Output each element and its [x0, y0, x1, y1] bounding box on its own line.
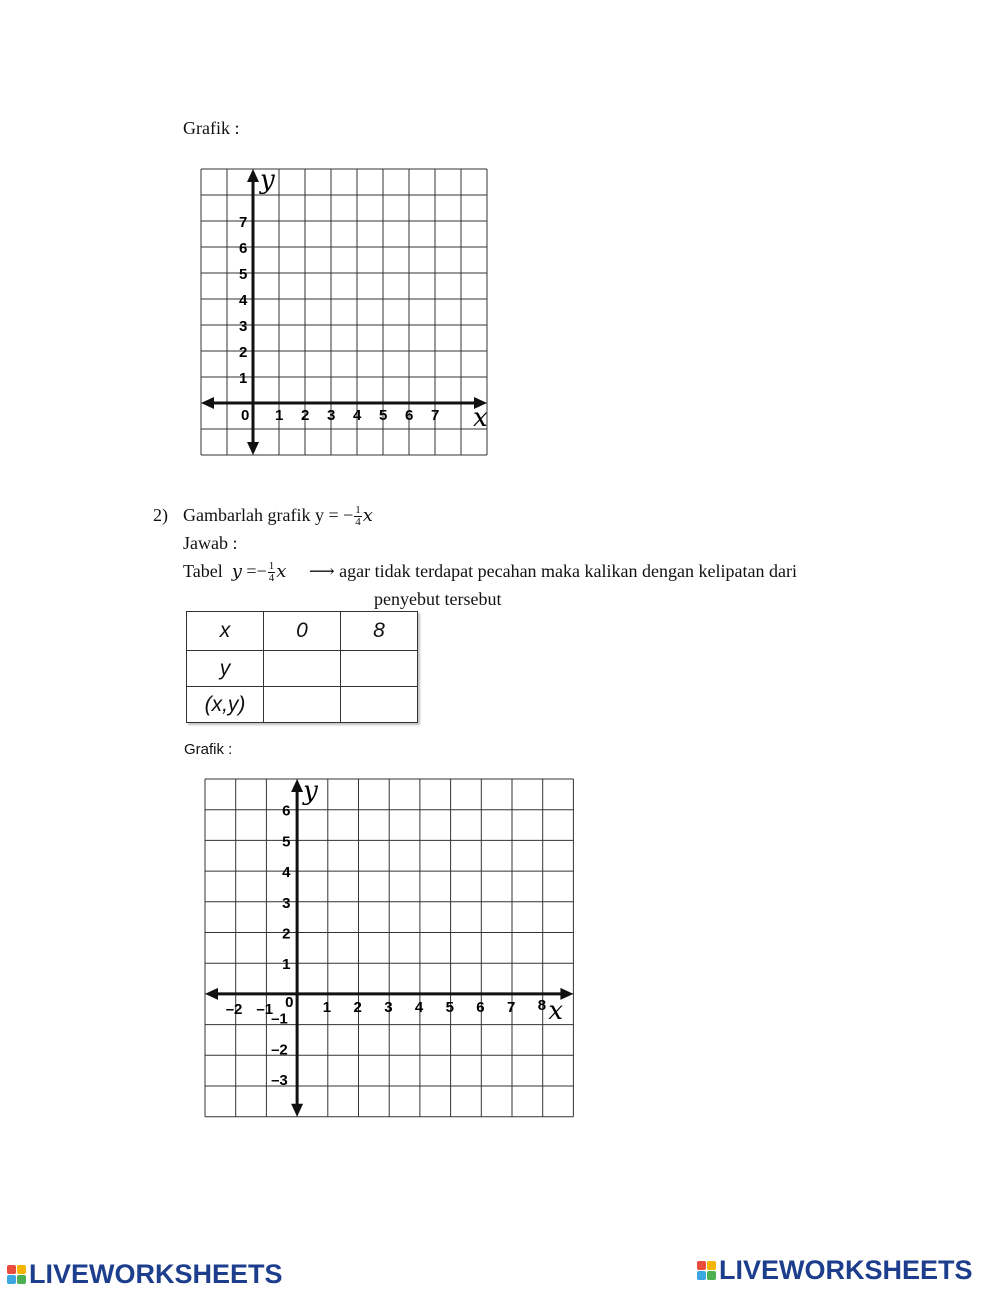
y-tick-label: 5: [239, 266, 248, 283]
x-tick-label: 5: [379, 407, 388, 424]
x-axis-arrow-left-icon: [205, 988, 218, 1000]
y-axis-label: y: [303, 776, 318, 806]
answer-table: [186, 611, 418, 723]
x-axis-label: x: [548, 995, 564, 1026]
tabel-sign: −: [256, 561, 267, 581]
table-cell-x-2: 8: [341, 612, 418, 651]
y-axis-arrow-down-icon: [247, 442, 259, 455]
tabel-fraction-numerator: 1: [268, 560, 275, 573]
y-tick-label: 5: [282, 833, 291, 851]
y-tick-label: 3: [239, 318, 248, 335]
y-tick-label: 1: [239, 370, 248, 387]
y-tick-label: 6: [239, 240, 248, 257]
y-tick-label: –3: [271, 1072, 288, 1089]
x-tick-label: 7: [507, 998, 516, 1016]
table-row: [187, 612, 418, 651]
x-tick-label: 2: [353, 998, 362, 1016]
table-header-y: y: [187, 651, 264, 687]
tabel-variable: x: [276, 561, 287, 582]
y-tick-label: 4: [282, 864, 291, 882]
x-tick-label: –2: [225, 1000, 243, 1018]
liveworksheets-logo-right: [697, 1255, 973, 1286]
grafik-label-2: Grafik :: [184, 741, 233, 758]
x-axis-label: x: [473, 403, 488, 433]
arrow-icon: ⟶: [308, 561, 335, 581]
tabel-fraction: [268, 561, 276, 584]
grafik-label-1: Grafik :: [183, 118, 240, 138]
coordinate-grid-1: [195, 162, 495, 462]
table-cell-x-1: 0: [264, 612, 341, 651]
equation-variable: x: [362, 505, 373, 526]
x-tick-label: 1: [275, 407, 284, 424]
y-axis-arrow-up-icon: [247, 169, 259, 182]
tabel-lhs: y: [231, 561, 242, 582]
fraction-denominator: 4: [355, 516, 361, 529]
x-tick-label: 5: [445, 998, 454, 1016]
y-tick-label: –2: [271, 1041, 288, 1059]
tabel-fraction-denominator: 4: [268, 572, 275, 585]
x-tick-label: 7: [431, 407, 440, 424]
y-tick-label: 6: [282, 802, 291, 820]
y-tick-label: 3: [282, 894, 291, 912]
table-row: [187, 687, 418, 723]
x-tick-label: 8: [537, 996, 547, 1014]
y-tick-label: 1: [282, 956, 291, 974]
y-tick-label: 7: [239, 214, 248, 231]
brand-name: LIVEWORKSHEETS: [719, 1255, 973, 1285]
origin-label: 0: [241, 407, 250, 424]
hint-line-1: agar tidak terdapat pecahan maka kalikan dengan kelipatan dari: [339, 561, 797, 581]
answer-input-xy-1[interactable]: [264, 687, 341, 723]
x-tick-label: 4: [414, 998, 424, 1016]
y-tick-label: –1: [271, 1010, 288, 1028]
x-tick-label: 6: [405, 407, 414, 424]
tabel-label: Tabel: [183, 561, 223, 581]
question-prompt: [183, 500, 373, 531]
question-number: 2): [153, 505, 168, 525]
y-axis-arrow-down-icon: [291, 1104, 303, 1117]
tabel-eq: =: [246, 561, 257, 581]
answer-input-y-2[interactable]: [341, 651, 418, 687]
coordinate-grid-2: [195, 770, 585, 1130]
x-axis-arrow-left-icon: [201, 397, 214, 409]
table-row: [187, 651, 418, 687]
answer-input-y-1[interactable]: [264, 651, 341, 687]
question-prompt-text: Gambarlah grafik y =: [183, 505, 339, 525]
x-tick-label: 4: [353, 407, 362, 424]
y-axis-label: y: [260, 165, 275, 195]
table-header-x: x: [187, 612, 264, 651]
liveworksheets-logo-left: [7, 1259, 283, 1290]
y-tick-label: 2: [282, 925, 291, 943]
liveworksheets-logo-icon: [7, 1265, 26, 1284]
x-tick-label: –1: [256, 1000, 274, 1018]
table-header-xy: (x,y): [187, 687, 264, 723]
answer-input-xy-2[interactable]: [341, 687, 418, 723]
y-tick-label: 4: [239, 292, 248, 309]
fraction-numerator: 1: [355, 504, 361, 517]
brand-name: LIVEWORKSHEETS: [29, 1259, 283, 1289]
jawab-label: Jawab :: [183, 533, 238, 553]
hint-line-2: penyebut tersebut: [374, 589, 502, 609]
y-axis-arrow-up-icon: [291, 779, 303, 792]
origin-label: 0: [285, 993, 294, 1011]
tabel-line: [183, 556, 797, 587]
x-tick-label: 3: [327, 407, 336, 424]
liveworksheets-logo-icon: [697, 1261, 716, 1280]
x-tick-label: 2: [301, 407, 310, 424]
equation-fraction: [354, 505, 362, 528]
x-tick-label: 1: [322, 998, 332, 1016]
x-tick-label: 3: [384, 998, 393, 1016]
x-tick-label: 6: [476, 998, 485, 1016]
equation-sign: −: [343, 505, 354, 525]
y-tick-label: 2: [239, 344, 248, 361]
